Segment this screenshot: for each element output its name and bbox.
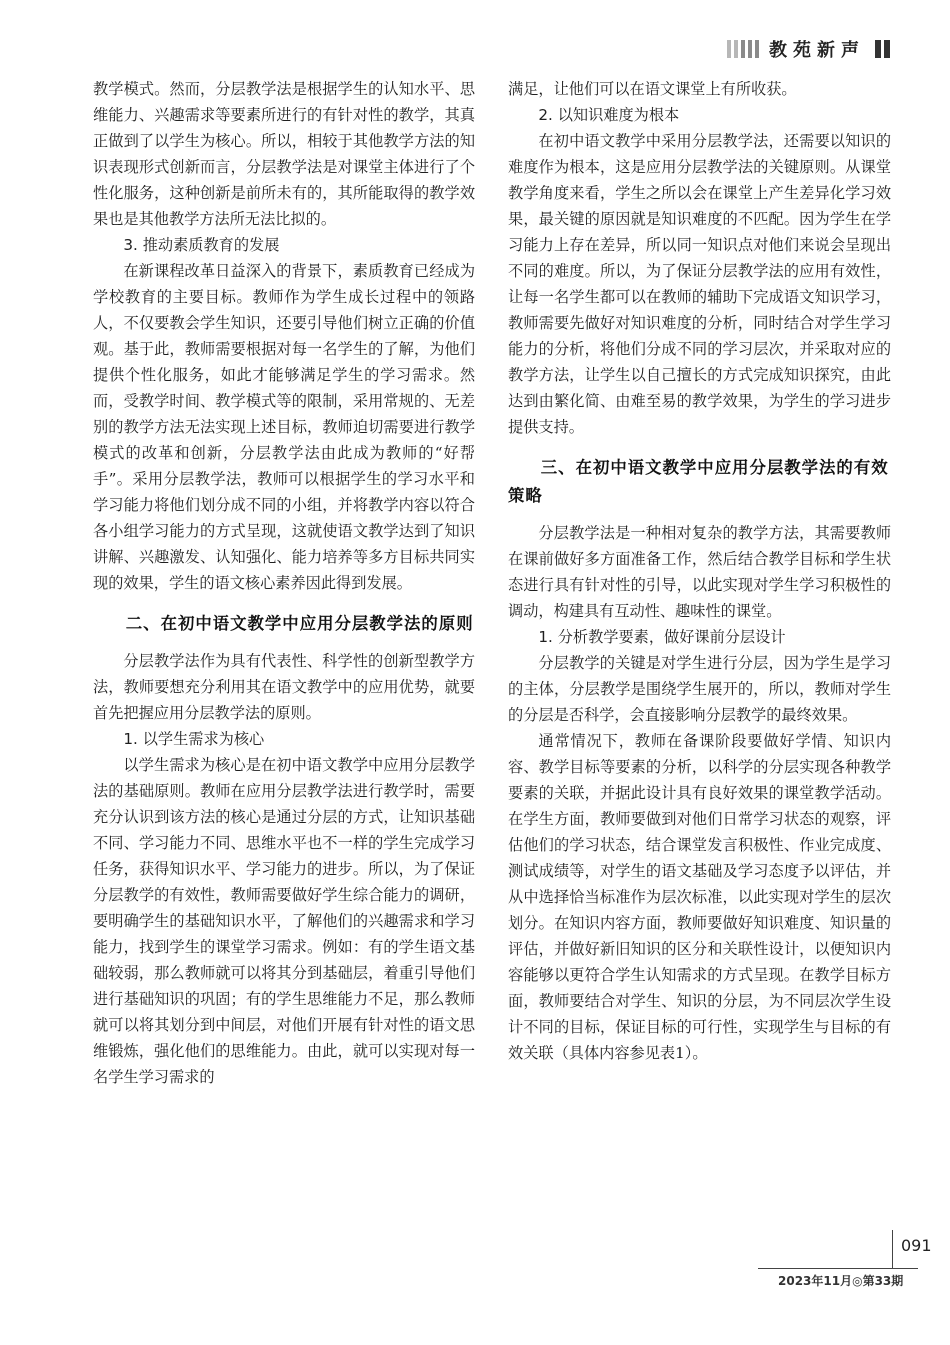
paragraph: 分层教学法是一种相对复杂的教学方法，其需要教师在课前做好多方面准备工作，然后结合教学目标和学生状态进行具有针对性的引导，以此实现对学生学习积极性的调动，构建具有互动性、趣味性的课堂。 bbox=[508, 524, 891, 620]
paragraph: 在新课程改革日益深入的背景下，素质教育已经成为学校教育的主要目标。教师作为学生成长过程中的领路人，不仅要教会学生知识，还要引导他们树立正确的价值观。基于此，教师需要根据对每一名学生的了解，为他们提供个性化服务，如此才能够满足学生的学习需求。然而，受教学时间、教学模式等的限制，采用常规的、无差别的教学方法无法实现上述目标，教师迫切需要进行教学模式的改革和创新，分层教学法由此成为教师的“好帮手”。采用分层教学法，教师可以根据学生的学习水平和学习能力将他们划分成不同的小组，并将教学内容以符合各小组学习能力的方式呈现，这就使语文教学达到了知识讲解、兴趣激发、认知强化、能力培养等多方目标共同实现的效果，学生的语文核心素养因此得到发展。 bbox=[93, 262, 475, 592]
page-number: 091 bbox=[901, 1236, 932, 1255]
issue-info: 2023年11月◎第33期 bbox=[778, 1274, 904, 1288]
paragraph: 满足，让他们可以在语文课堂上有所收获。 bbox=[508, 80, 797, 98]
subheading: 1. 以学生需求为核心 bbox=[123, 730, 265, 748]
paragraph: 以学生需求为核心是在初中语文教学中应用分层教学法的基础原则。教师在应用分层教学法进行教学时，需要充分认识到该方法的核心是通过分层的方式，让知识基础不同、学习能力不同、思维水平也不一样的学生完成学习任务，获得知识水平、学习能力的进步。所以，为了保证分层教学的有效性，教师需要做好学生综合能力的调研，要明确学生的基础知识水平，了解他们的兴趣需求和学习能力，找到学生的课堂学习需求。例如：有的学生语文基础较弱，那么教师就可以将其分到基础层，着重引导他们进行基础知识的巩固；有的学生思维能力不足，那么教师就可以将其划分到中间层，对他们开展有针对性的语文思维锻炼，强化他们的思维能力。由此，就可以实现对每一名学生学习需求的 bbox=[93, 756, 475, 1086]
page-header bbox=[727, 34, 890, 64]
paragraph: 教学模式。然而，分层教学法是根据学生的认知水平、思维能力、兴趣需求等要素所进行的有针对性的教学，其真正做到了以学生为核心。所以，相较于其他教学方法的知识表现形式创新而言，分层教学法是对课堂主体进行了个性化服务，这种创新是前所未有的，其所能取得的教学效果也是其他教学方法所无法比拟的。 bbox=[93, 80, 475, 228]
header-decoration-left bbox=[727, 40, 759, 58]
footer-divider-vertical bbox=[892, 1230, 893, 1268]
paragraph: 通常情况下，教师在备课阶段要做好学情、知识内容、教学目标等要素的分析，以科学的分层实现各种教学要素的关联，并据此设计具有良好效果的课堂教学活动。在学生方面，教师要做到对他们日常学习状态的观察，评估他们的学习状态，结合课堂发言积极性、作业完成度、测试成绩等，对学生的语文基础及学习态度予以评估，并从中选择恰当标准作为层次标准，以此实现对学生的层次划分。在知识内容方面，教师要做好知识难度、知识量的评估，并做好新旧知识的区分和关联性设计，以便知识内容能够以更符合学生认知需求的方式呈现。在教学目标方面，教师要结合对学生、知识的分层，为不同层次学生设计不同的目标，保证目标的可行性，实现学生与目标的有效关联（具体内容参见表1）。 bbox=[508, 732, 891, 1062]
subheading: 3. 推动素质教育的发展 bbox=[123, 236, 280, 254]
footer-divider-horizontal bbox=[758, 1268, 918, 1269]
left-column bbox=[93, 76, 475, 1090]
section-heading: 二、在初中语文教学中应用分层教学法的原则 bbox=[125, 614, 474, 633]
section-name: 教苑新声 bbox=[769, 40, 865, 61]
header-decoration-right bbox=[875, 40, 890, 58]
paragraph: 分层教学的关键是对学生进行分层，因为学生是学习的主体，分层教学是围绕学生展开的，所以，教师对学生的分层是否科学，会直接影响分层教学的最终效果。 bbox=[508, 654, 891, 724]
paragraph: 分层教学法作为具有代表性、科学性的创新型教学方法，教师要想充分利用其在语文教学中的应用优势，就要首先把握应用分层教学法的原则。 bbox=[93, 652, 475, 722]
subheading: 2. 以知识难度为根本 bbox=[538, 106, 680, 124]
right-column bbox=[508, 76, 891, 1066]
section-heading: 三、在初中语文教学中应用分层教学法的有效策略 bbox=[508, 458, 889, 505]
subheading: 1. 分析教学要素，做好课前分层设计 bbox=[538, 628, 786, 646]
paragraph: 在初中语文教学中采用分层教学法，还需要以知识的难度作为根本，这是应用分层教学法的关键原则。从课堂教学角度来看，学生之所以会在课堂上产生差异化学习效果，最关键的原因就是知识难度的不匹配。因为学生在学习能力上存在差异，所以同一知识点对他们来说会呈现出不同的难度。所以，为了保证分层教学法的应用有效性，让每一名学生都可以在教师的辅助下完成语文知识学习，教师需要先做好对知识难度的分析，同时结合对学生学习能力的分析，将他们分成不同的学习层次，并采取对应的教学方法，让学生以自己擅长的方式完成知识探究，由此达到由繁化简、由难至易的教学效果，为学生的学习进步提供支持。 bbox=[508, 132, 891, 436]
